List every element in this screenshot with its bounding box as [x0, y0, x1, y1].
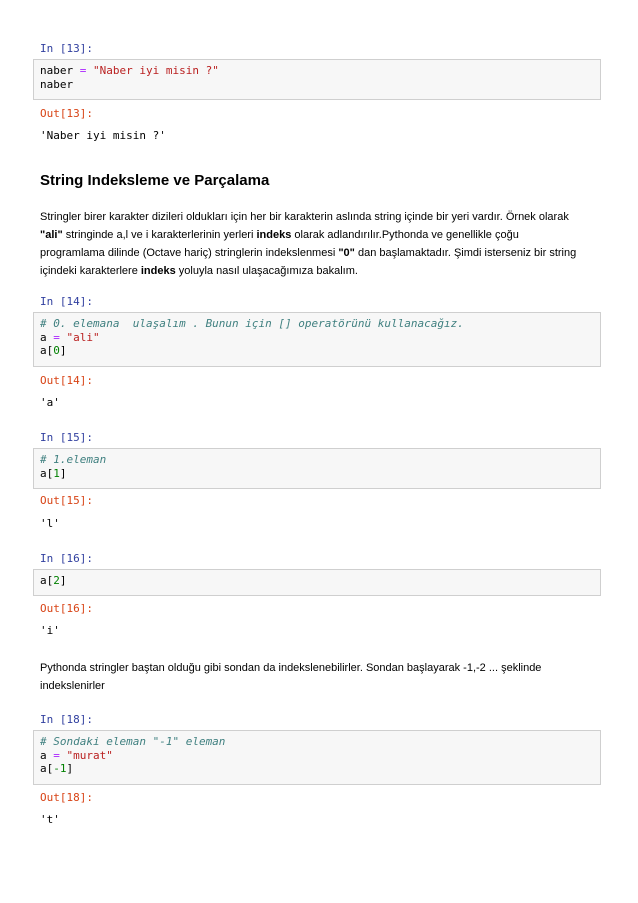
- code-line: naber: [40, 77, 74, 91]
- input-prompt-15: In [15]:: [40, 431, 93, 444]
- text-span: içindeki karakterlere: [40, 265, 141, 277]
- code-text: a[: [40, 574, 54, 587]
- paragraph-line: Pythonda stringler baştan olduğu gibi sondan da indekslenebilirler. Sondan başlayarak -1,-2 ... şeklinde: [40, 662, 542, 674]
- code-cell-16[interactable]: [33, 569, 601, 596]
- text-span: yoluyla nasıl ulaşacağımıza bakalım.: [175, 265, 358, 277]
- code-text: a[: [40, 466, 54, 480]
- input-prompt-13: In [13]:: [40, 42, 93, 55]
- text-span: olarak adlandırılır.Pythonda ve genellikle çoğu: [291, 229, 519, 241]
- output-text-13: 'Naber iyi misin ?': [40, 129, 166, 142]
- code-var: a: [40, 748, 47, 762]
- code-text: ]: [59, 344, 67, 357]
- code-operator: =: [46, 748, 67, 762]
- code-var: a: [40, 330, 47, 344]
- code-string: "Naber iyi misin ?": [93, 64, 219, 77]
- bold-text: "0": [338, 247, 355, 259]
- code-string: "murat": [66, 748, 113, 762]
- text-span: stringinde a,l ve i karakterlerinin yerleri: [62, 229, 257, 241]
- input-prompt-18: In [18]:: [40, 713, 93, 726]
- paragraph-line: Stringler birer karakter dizileri oldukları için her bir karakterin aslında string içinde bir yeri vardır. Örnek olarak: [40, 211, 569, 223]
- bold-text: "ali": [40, 229, 63, 241]
- bold-text: indeks: [140, 265, 176, 277]
- code-comment: # 1.eleman: [40, 453, 107, 466]
- output-text-16: 'i': [40, 624, 60, 637]
- section-heading: String Indeksleme ve Parçalama: [40, 172, 270, 189]
- input-prompt-14: In [14]:: [40, 295, 93, 308]
- output-prompt-14: Out[14]:: [40, 374, 93, 387]
- paragraph-line: [40, 244, 600, 262]
- output-text-18: 't': [40, 813, 60, 826]
- text-span: dan başlamaktadır. Şimdi isterseniz bir string: [354, 247, 577, 259]
- code-number: -1: [53, 762, 67, 775]
- output-text-15: 'l': [40, 517, 60, 530]
- output-prompt-16: Out[16]:: [40, 602, 93, 615]
- code-operator: =: [73, 64, 93, 77]
- code-text: ]: [59, 574, 67, 587]
- code-cell-13[interactable]: [33, 59, 601, 100]
- output-text-14: 'a': [40, 396, 60, 409]
- text-span: programlama dilinde (Octave hariç) stringlerin indekslenmesi: [40, 247, 339, 259]
- code-var: naber: [40, 64, 74, 77]
- code-text: ]: [66, 762, 74, 775]
- code-text: a[: [40, 344, 54, 357]
- paragraph-line: indekslenirler: [40, 680, 105, 692]
- code-cell-15[interactable]: [33, 448, 601, 489]
- code-comment: # 0. elemana ulaşalım . Bunun için [] operatörünü kullanacağız.: [40, 317, 464, 330]
- output-prompt-15: Out[15]:: [40, 494, 93, 507]
- bold-text: indeks: [256, 229, 292, 241]
- paragraph-line: [40, 262, 600, 280]
- code-cell-18[interactable]: [33, 730, 601, 785]
- output-prompt-13: Out[13]:: [40, 107, 93, 120]
- code-string: "ali": [66, 330, 100, 344]
- code-text: a[: [40, 762, 54, 775]
- code-number: 0: [53, 344, 60, 357]
- input-prompt-16: In [16]:: [40, 552, 93, 565]
- code-number: 2: [53, 574, 60, 587]
- paragraph-line: [40, 226, 600, 244]
- output-prompt-18: Out[18]:: [40, 791, 93, 804]
- code-number: 1: [53, 466, 60, 480]
- paragraph-negative-index: [40, 659, 600, 695]
- paragraph-indexing: [40, 208, 600, 280]
- code-operator: =: [46, 330, 67, 344]
- code-text: ]: [59, 466, 67, 480]
- code-cell-14[interactable]: [33, 312, 601, 367]
- code-comment: # Sondaki eleman "-1" eleman: [40, 735, 226, 748]
